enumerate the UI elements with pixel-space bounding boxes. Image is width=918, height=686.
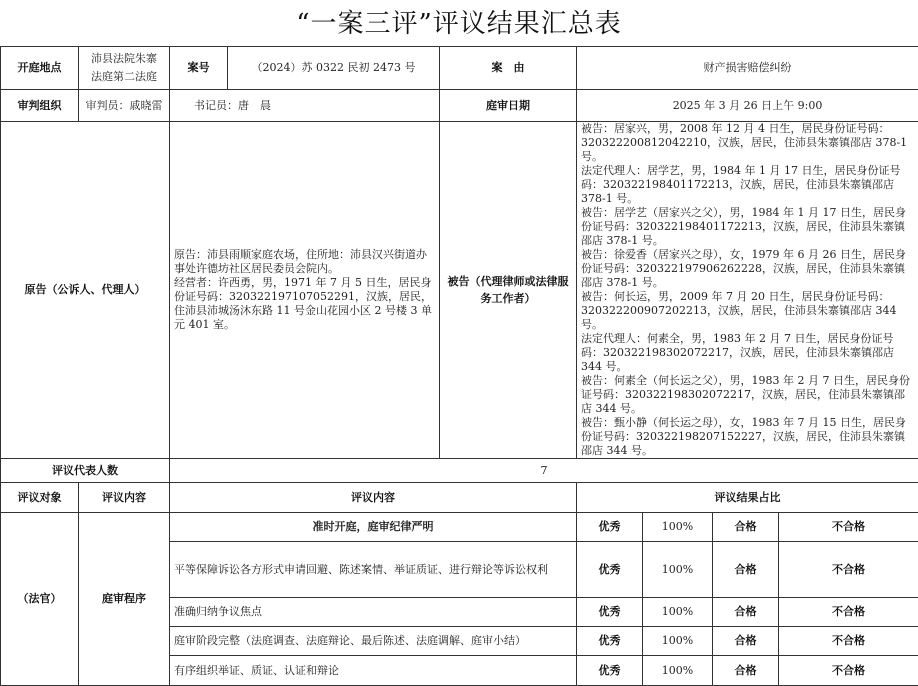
excellent-percent: 100% <box>643 598 713 627</box>
excellent-label: 优秀 <box>577 627 643 656</box>
reviewers-value: 7 <box>170 459 918 483</box>
clerk-value: 书记员：唐 晨 <box>170 90 440 122</box>
venue-row <box>1 47 918 90</box>
good-label: 合格 <box>713 598 779 627</box>
excellent-percent: 100% <box>643 627 713 656</box>
criterion-text: 有序组织举证、质证、认证和辩论 <box>170 656 577 686</box>
venue-label: 开庭地点 <box>1 47 79 90</box>
good-label: 合格 <box>713 542 779 598</box>
excellent-label: 优秀 <box>577 598 643 627</box>
hearing-date-value: 2025 年 3 月 26 日上午 9:00 <box>577 90 918 122</box>
header-content: 评议内容 <box>79 483 170 513</box>
poor-label: 不合格 <box>779 513 918 542</box>
excellent-label: 优秀 <box>577 513 643 542</box>
excellent-percent: 100% <box>643 656 713 686</box>
header-row <box>1 483 918 513</box>
summary-table <box>0 46 918 686</box>
panel-label: 审判组织 <box>1 90 79 122</box>
criterion-text: 准确归纳争议焦点 <box>170 598 577 627</box>
excellent-label: 优秀 <box>577 542 643 598</box>
excellent-percent: 100% <box>643 513 713 542</box>
cause-label: 案 由 <box>440 47 577 90</box>
case-no-value: （2024）苏 0322 民初 2473 号 <box>228 47 440 90</box>
criteria-row <box>1 513 918 542</box>
parties-row <box>1 122 918 459</box>
case-no-label: 案号 <box>170 47 228 90</box>
header-content-2: 评议内容 <box>170 483 577 513</box>
defendant-label: 被告（代理律师或法律服务工作者） <box>440 122 577 459</box>
poor-label: 不合格 <box>779 656 918 686</box>
poor-label: 不合格 <box>779 598 918 627</box>
judge-value: 审判员：戚晓雷 <box>79 90 170 122</box>
panel-row <box>1 90 918 122</box>
good-label: 合格 <box>713 656 779 686</box>
plaintiff-text: 原告：沛县雨顺家庭农场，住所地：沛县汉兴街道办事处许德坊社区居民委员会院内。 经营者：许西勇，男，1971 年 7 月 5 日生，居民身份证号码：320322197107052291，汉族，居民，住沛县沛城汤沐东路 11 号金山花园小区 2 号楼 3 单元 401 室。 <box>170 122 440 459</box>
reviewers-label: 评议代表人数 <box>1 459 170 483</box>
reviewers-row <box>1 459 918 483</box>
object-value: （法官） <box>1 513 79 686</box>
good-label: 合格 <box>713 513 779 542</box>
excellent-label: 优秀 <box>577 656 643 686</box>
criterion-text: 平等保障诉讼各方形式申请回避、陈述案情、举证质证、进行辩论等诉讼权利 <box>170 542 577 598</box>
excellent-percent: 100% <box>643 542 713 598</box>
cause-value: 财产损害赔偿纠纷 <box>577 47 918 90</box>
header-object: 评议对象 <box>1 483 79 513</box>
poor-label: 不合格 <box>779 627 918 656</box>
hearing-date-label: 庭审日期 <box>440 90 577 122</box>
criterion-text: 庭审阶段完整（法庭调查、法庭辩论、最后陈述、法庭调解、庭审小结） <box>170 627 577 656</box>
poor-label: 不合格 <box>779 542 918 598</box>
defendant-text: 被告：居家兴，男，2008 年 12 月 4 日生，居民身份证号码：320322200812042210，汉族，居民，住沛县朱寨镇邵店 378-1 号。 法定代理人：居学艺，男，1984 年 1 月 17 日生，居民身份证号码：320322198401172213，汉族，居民，住沛县朱寨镇邵店 378-1 号。 被告：居学艺（居家兴之父），男，1984 年 1 月 17 日生，居民身份证号码：320322198401172213，汉族，居民，住沛县朱寨镇邵店 378-1 号。 被告：徐爱香（居家兴之母），女，1979 年 6 月 26 日生，居民身份证号码：320322197906262228，汉族，居民，住沛县朱寨镇邵店 378-1 号。 被告：何长运，男，2009 年 7 月 20 日生，居民身份证号码：320322200907202213，汉族，居民，住沛县朱寨镇邵店 344 号。 法定代理人：何素全，男，1983 年 2 月 7 日生，居民身份证号码：320322198302072217，汉族，居民，住沛县朱寨镇邵店 344 号。 被告：何素全（何长运之父），男，1983 年 2 月 7 日生，居民身份证号码：320322198302072217，汉族，居民，住沛县朱寨镇邵店 344 号。 被告：甄小静（何长运之母），女，1983 年 7 月 15 日生，居民身份证号码：320322198207152227，汉族，居民，住沛县朱寨镇邵店 344 号。 <box>577 122 918 459</box>
criterion-text: 准时开庭，庭审纪律严明 <box>170 513 577 542</box>
good-label: 合格 <box>713 627 779 656</box>
plaintiff-label: 原告（公诉人、代理人） <box>1 122 170 459</box>
page-title: “一案三评”评议结果汇总表 <box>0 0 918 46</box>
section-label: 庭审程序 <box>79 513 170 686</box>
venue-value: 沛县法院朱寨 法庭第二法庭 <box>79 47 170 90</box>
header-ratio: 评议结果占比 <box>577 483 918 513</box>
